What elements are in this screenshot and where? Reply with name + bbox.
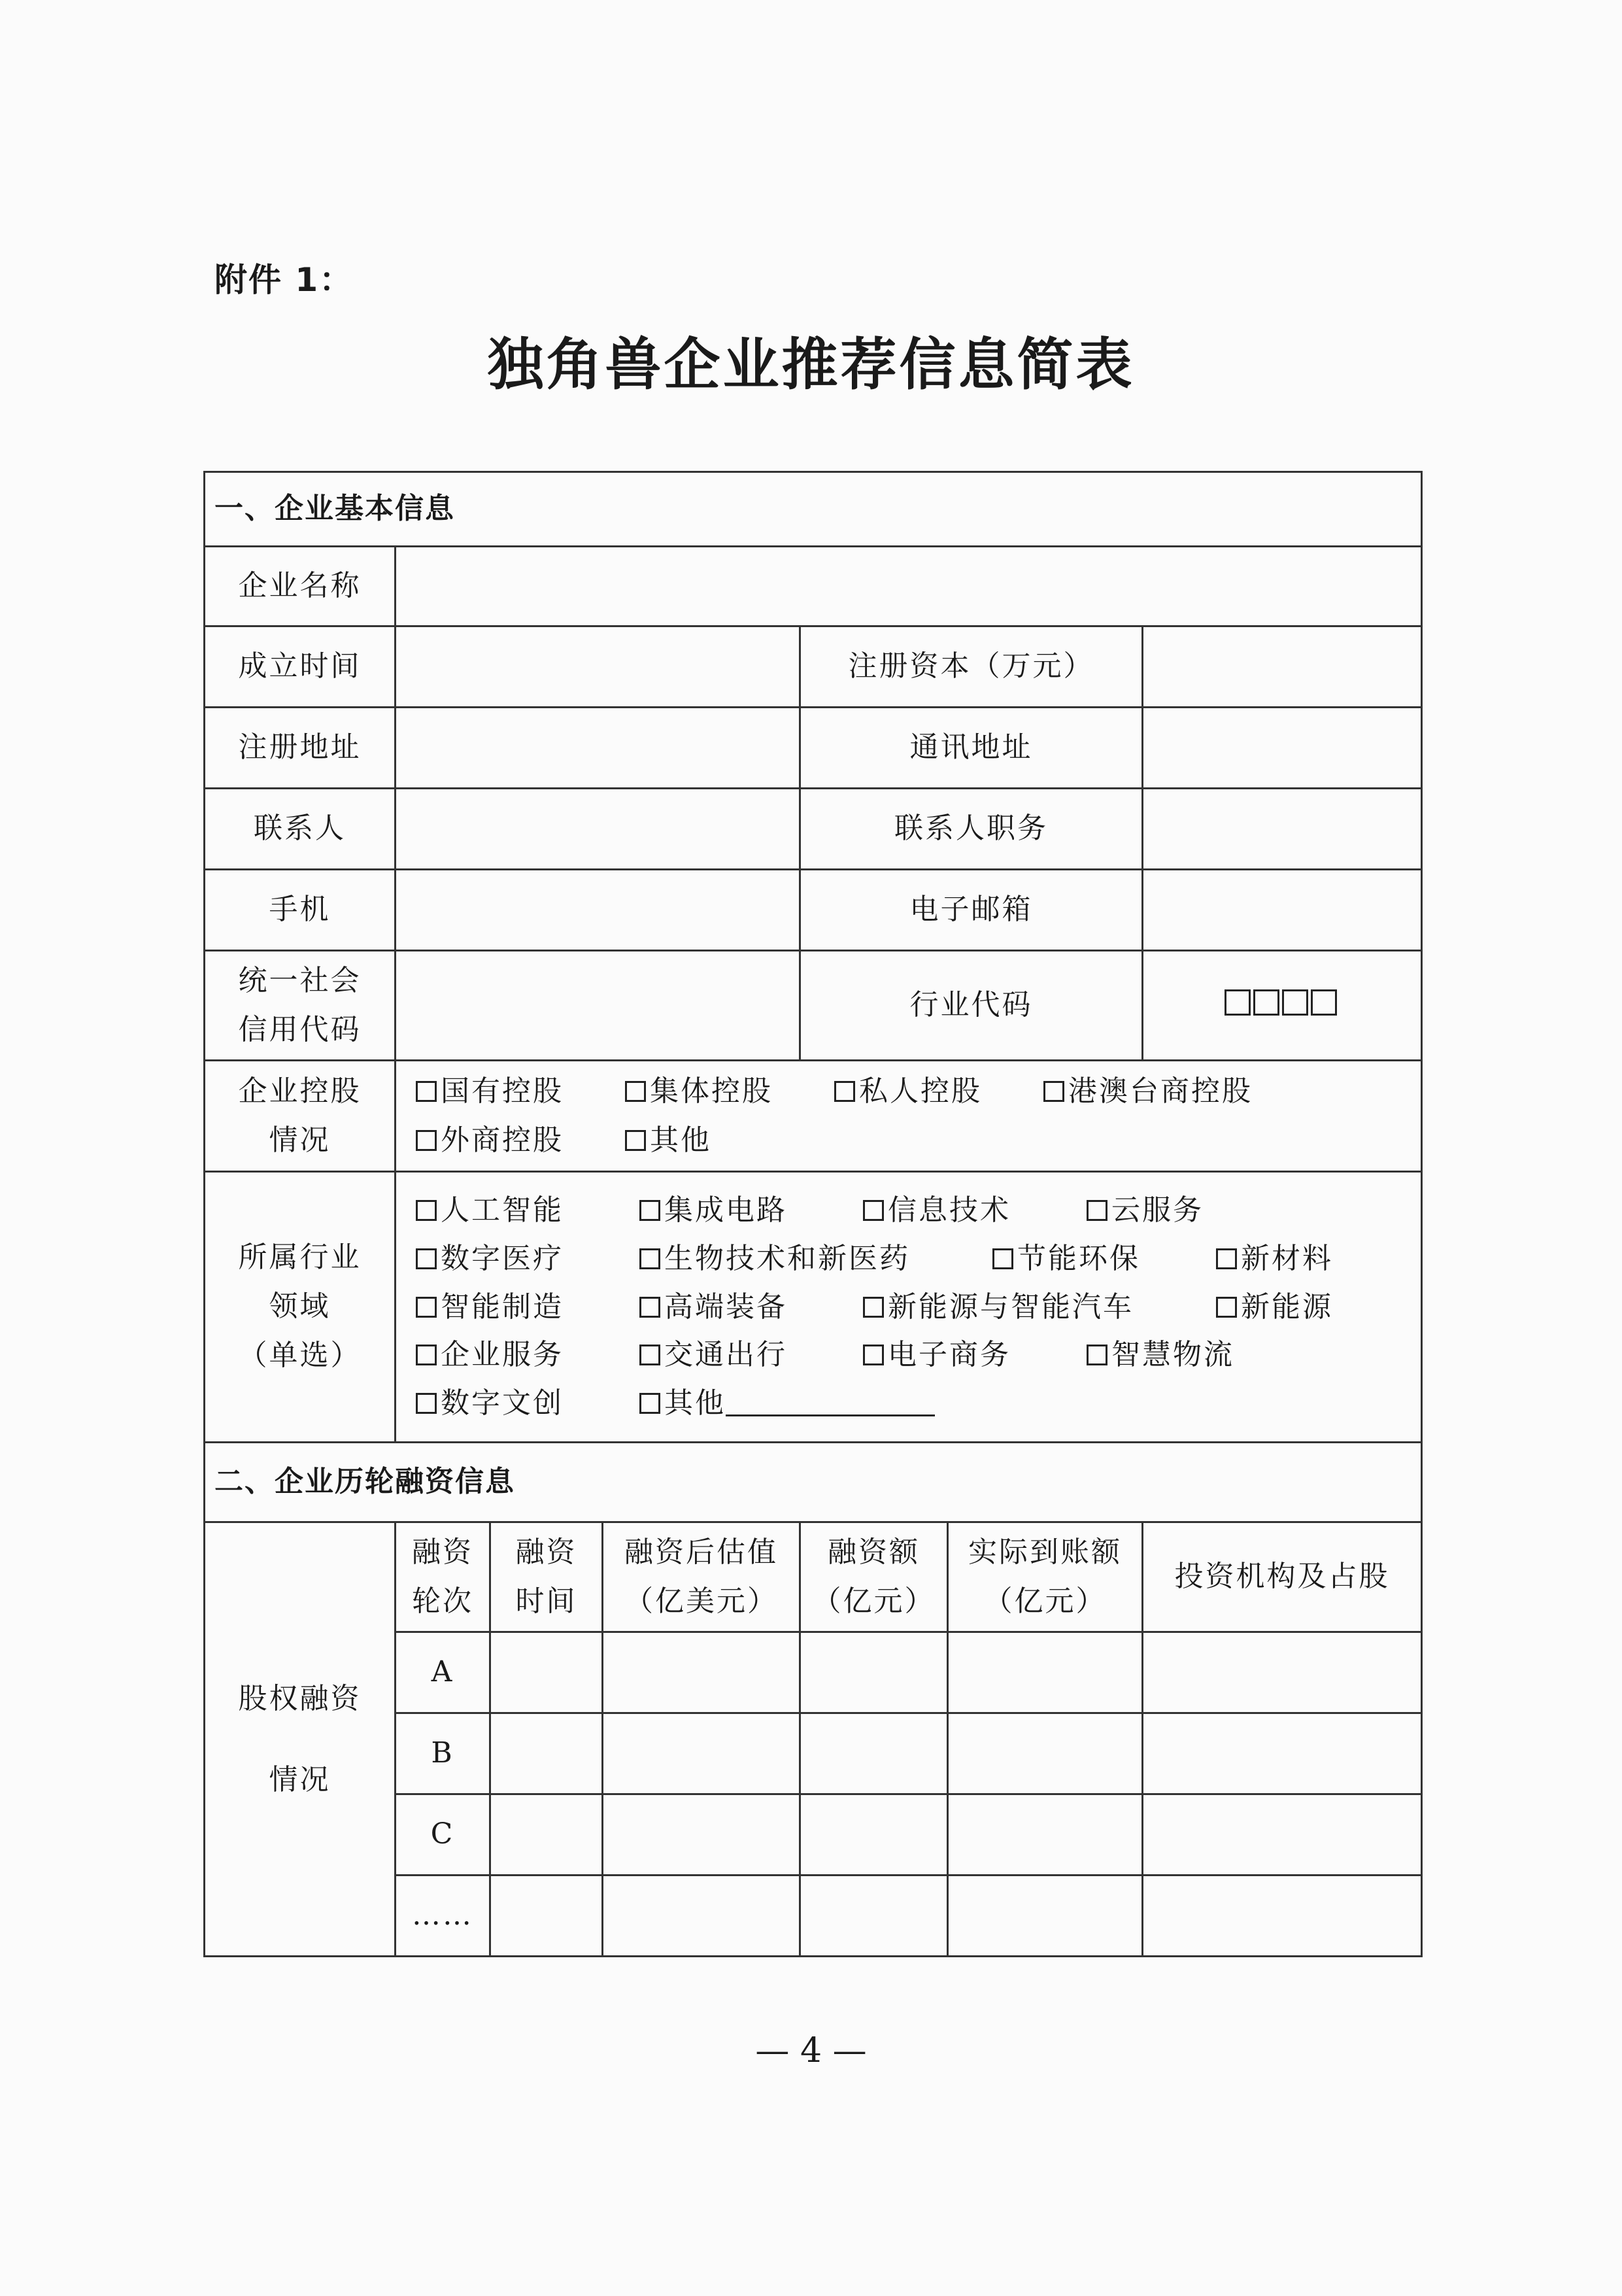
cell[interactable] xyxy=(603,1794,800,1876)
mail-address-field[interactable] xyxy=(1143,708,1422,789)
industry-label-line1: 所属行业 xyxy=(238,1241,362,1275)
checkbox-icon[interactable] xyxy=(416,1393,437,1414)
industry-option[interactable]: 信息技术 xyxy=(863,1186,1087,1235)
checkbox-icon[interactable] xyxy=(863,1297,884,1318)
checkbox-icon[interactable] xyxy=(416,1130,437,1151)
industry-option[interactable]: 电子商务 xyxy=(863,1331,1087,1379)
cell[interactable] xyxy=(948,1794,1143,1876)
attachment-label: 附件 1： xyxy=(214,261,354,299)
col-header-round: 融资 轮次 xyxy=(396,1522,490,1632)
credit-code-field[interactable] xyxy=(396,951,800,1061)
holding-label-line1: 企业控股 xyxy=(238,1074,362,1108)
recommendation-form-table xyxy=(203,471,1423,1957)
col-header-received: 实际到账额 （亿元） xyxy=(948,1522,1143,1632)
checkbox-icon[interactable] xyxy=(1087,1200,1107,1221)
cell[interactable] xyxy=(800,1632,948,1713)
cell[interactable] xyxy=(800,1876,948,1957)
founded-label: 成立时间 xyxy=(205,626,396,708)
code-box-4[interactable] xyxy=(1311,989,1337,1016)
cell[interactable] xyxy=(603,1876,800,1957)
founded-field[interactable] xyxy=(396,626,800,708)
reg-address-field[interactable] xyxy=(396,708,800,789)
holding-option[interactable]: 其他 xyxy=(625,1116,834,1165)
industry-option[interactable]: 智能制造 xyxy=(416,1283,639,1331)
equity-label-line1: 股权融资 xyxy=(238,1682,362,1716)
holding-option[interactable]: 港澳台商控股 xyxy=(1043,1067,1253,1116)
industry-label-line2: 领域 xyxy=(269,1290,331,1324)
reg-capital-field[interactable] xyxy=(1143,626,1422,708)
industry-option[interactable]: 云服务 xyxy=(1087,1186,1204,1235)
code-box-2[interactable] xyxy=(1253,989,1279,1016)
industry-option[interactable]: 新能源 xyxy=(1216,1283,1333,1331)
holding-option[interactable]: 集体控股 xyxy=(625,1067,834,1116)
holding-label xyxy=(205,1061,396,1172)
cell[interactable] xyxy=(490,1876,603,1957)
cell[interactable] xyxy=(948,1713,1143,1794)
checkbox-icon[interactable] xyxy=(416,1345,437,1365)
checkbox-icon[interactable] xyxy=(416,1297,437,1318)
holding-option[interactable]: 国有控股 xyxy=(416,1067,625,1116)
industry-option[interactable]: 高端装备 xyxy=(639,1283,863,1331)
checkbox-icon[interactable] xyxy=(639,1200,660,1221)
contact-title-field[interactable] xyxy=(1143,789,1422,870)
other-fill-line[interactable] xyxy=(726,1388,935,1416)
email-label: 电子邮箱 xyxy=(800,870,1143,951)
holding-option[interactable]: 私人控股 xyxy=(834,1067,1043,1116)
cell[interactable] xyxy=(1143,1876,1422,1957)
cell[interactable] xyxy=(603,1632,800,1713)
round-c: C xyxy=(396,1794,490,1876)
contact-field[interactable] xyxy=(396,789,800,870)
email-field[interactable] xyxy=(1143,870,1422,951)
credit-code-label-line2: 信用代码 xyxy=(238,1012,362,1046)
industry-options xyxy=(396,1172,1422,1443)
checkbox-icon[interactable] xyxy=(863,1200,884,1221)
col-header-amount: 融资额 （亿元） xyxy=(800,1522,948,1632)
industry-option[interactable]: 人工智能 xyxy=(416,1186,639,1235)
cell[interactable] xyxy=(490,1713,603,1794)
industry-option[interactable]: 生物技术和新医药 xyxy=(639,1235,992,1283)
reg-address-label: 注册地址 xyxy=(205,708,396,789)
industry-option[interactable]: 集成电路 xyxy=(639,1186,863,1235)
industry-code-boxes[interactable] xyxy=(1143,951,1422,1061)
cell[interactable] xyxy=(800,1794,948,1876)
credit-code-label xyxy=(205,951,396,1061)
code-box-3[interactable] xyxy=(1282,989,1308,1016)
checkbox-icon[interactable] xyxy=(1216,1297,1237,1318)
checkbox-icon[interactable] xyxy=(1087,1345,1107,1365)
industry-option[interactable]: 新材料 xyxy=(1216,1235,1333,1283)
cell[interactable] xyxy=(490,1632,603,1713)
checkbox-icon[interactable] xyxy=(625,1081,646,1102)
industry-code-label: 行业代码 xyxy=(800,951,1143,1061)
industry-option[interactable]: 数字文创 xyxy=(416,1379,639,1428)
industry-option[interactable]: 节能环保 xyxy=(992,1235,1216,1283)
section2-heading: 二、企业历轮融资信息 xyxy=(205,1443,1422,1522)
company-name-field[interactable] xyxy=(396,547,1422,626)
cell[interactable] xyxy=(948,1876,1143,1957)
holding-options xyxy=(396,1061,1422,1172)
industry-option[interactable]: 企业服务 xyxy=(416,1331,639,1379)
holding-option[interactable]: 外商控股 xyxy=(416,1116,625,1165)
round-b: B xyxy=(396,1713,490,1794)
checkbox-icon[interactable] xyxy=(625,1130,646,1151)
checkbox-icon[interactable] xyxy=(1043,1081,1064,1102)
document-title: 独角兽企业推荐信息简表 xyxy=(487,332,1135,398)
cell[interactable] xyxy=(1143,1632,1422,1713)
col-header-time: 融资 时间 xyxy=(490,1522,603,1632)
industry-option[interactable]: 其他 xyxy=(639,1379,935,1428)
contact-label: 联系人 xyxy=(205,789,396,870)
checkbox-icon[interactable] xyxy=(1216,1248,1237,1269)
cell[interactable] xyxy=(490,1794,603,1876)
industry-label xyxy=(205,1172,396,1443)
page-number: — 4 — xyxy=(755,2031,867,2070)
cell[interactable] xyxy=(1143,1713,1422,1794)
col-header-valuation: 融资后估值 （亿美元） xyxy=(603,1522,800,1632)
industry-option[interactable]: 数字医疗 xyxy=(416,1235,639,1283)
code-box-1[interactable] xyxy=(1225,989,1251,1016)
checkbox-icon[interactable] xyxy=(639,1297,660,1318)
round-more: …… xyxy=(396,1876,490,1957)
industry-option[interactable]: 新能源与智能汽车 xyxy=(863,1283,1216,1331)
equity-financing-label xyxy=(205,1522,396,1957)
cell[interactable] xyxy=(603,1713,800,1794)
checkbox-icon[interactable] xyxy=(416,1248,437,1269)
industry-option[interactable]: 交通出行 xyxy=(639,1331,863,1379)
checkbox-icon[interactable] xyxy=(416,1200,437,1221)
checkbox-icon[interactable] xyxy=(416,1081,437,1102)
checkbox-icon[interactable] xyxy=(992,1248,1013,1269)
round-a: A xyxy=(396,1632,490,1713)
section1-heading: 一、企业基本信息 xyxy=(205,472,1422,547)
mobile-label: 手机 xyxy=(205,870,396,951)
industry-option[interactable]: 智慧物流 xyxy=(1087,1331,1234,1379)
checkbox-icon[interactable] xyxy=(639,1248,660,1269)
mobile-field[interactable] xyxy=(396,870,800,951)
checkbox-icon[interactable] xyxy=(639,1345,660,1365)
checkbox-icon[interactable] xyxy=(639,1393,660,1414)
contact-title-label: 联系人职务 xyxy=(800,789,1143,870)
checkbox-icon[interactable] xyxy=(834,1081,855,1102)
cell[interactable] xyxy=(800,1713,948,1794)
holding-label-line2: 情况 xyxy=(269,1123,331,1157)
company-name-label: 企业名称 xyxy=(205,547,396,626)
industry-label-line3: （单选） xyxy=(238,1338,362,1372)
checkbox-icon[interactable] xyxy=(863,1345,884,1365)
equity-label-line2: 情况 xyxy=(269,1762,331,1796)
reg-capital-label: 注册资本（万元） xyxy=(800,626,1143,708)
mail-address-label: 通讯地址 xyxy=(800,708,1143,789)
col-header-investors: 投资机构及占股 xyxy=(1143,1522,1422,1632)
cell[interactable] xyxy=(1143,1794,1422,1876)
credit-code-label-line1: 统一社会 xyxy=(238,963,362,997)
cell[interactable] xyxy=(948,1632,1143,1713)
